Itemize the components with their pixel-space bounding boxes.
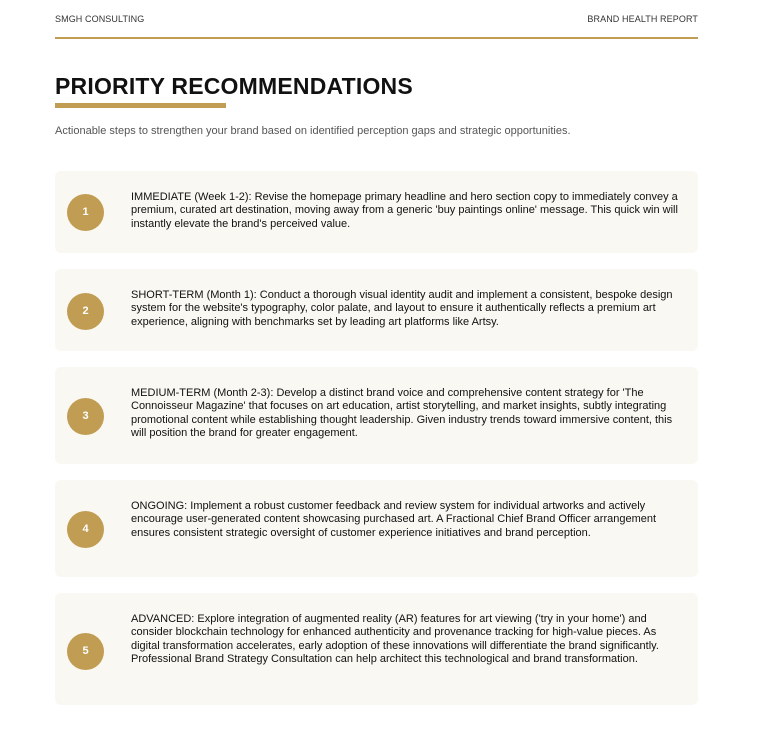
- recommendation-number-badge: 3: [67, 398, 104, 435]
- page-title: PRIORITY RECOMMENDATIONS: [55, 73, 413, 99]
- recommendation-text: MEDIUM-TERM (Month 2-3): Develop a distinct brand voice and comprehensive content strategy for 'The Connoisseur Magazine' that focuses on art education, artist storytelling, and market insights, subtly integrating promotional content while establishing thought leadership. Given industry trends toward immersive content, this will position the brand for greater engagement.: [131, 387, 673, 440]
- recommendation-number-badge: 1: [67, 194, 104, 231]
- report-name: BRAND HEALTH REPORT: [587, 14, 698, 24]
- recommendation-text: ADVANCED: Explore integration of augmented reality (AR) features for art viewing ('try in your home') and consider blockchain technology for enhanced authenticity and provenance tracking for high-value pieces. As digital transformation accelerates, early adoption of these innovations will differentiate the brand significantly. Professional Brand Strategy Consultation can help architect this technological and brand transformation.: [131, 613, 659, 666]
- recommendation-card: [55, 480, 698, 577]
- page-subtitle: Actionable steps to strengthen your brand based on identified perception gaps and strategic opportunities.: [55, 125, 571, 137]
- page-header: [55, 0, 698, 39]
- recommendation-card: [55, 269, 698, 351]
- title-underline: [55, 103, 226, 108]
- recommendation-text: IMMEDIATE (Week 1-2): Revise the homepage primary headline and hero section copy to immediately convey a premium, curated art destination, moving away from a generic 'buy paintings online' message. This quick win will instantly elevate the brand's perceived value.: [131, 191, 678, 230]
- recommendation-card: [55, 367, 698, 464]
- recommendation-number-badge: 4: [67, 511, 104, 548]
- recommendation-text: SHORT-TERM (Month 1): Conduct a thorough visual identity audit and implement a consistent, bespoke design system for the website's typography, color palate, and layout to ensure it authentically reflects a premium art experience, aligning with benchmarks set by leading art platforms like Artsy.: [131, 289, 673, 328]
- brand-name: SMGH CONSULTING: [55, 14, 145, 24]
- recommendation-number-badge: 2: [67, 293, 104, 330]
- recommendation-card: [55, 593, 698, 705]
- recommendation-number-badge: 5: [67, 633, 104, 670]
- recommendation-card: [55, 171, 698, 253]
- recommendation-text: ONGOING: Implement a robust customer feedback and review system for individual artworks and actively encourage user-generated content showcasing purchased art. A Fractional Chief Brand Officer arrangement ensures consistent strategic oversight of customer experience initiatives and brand perception.: [131, 500, 657, 539]
